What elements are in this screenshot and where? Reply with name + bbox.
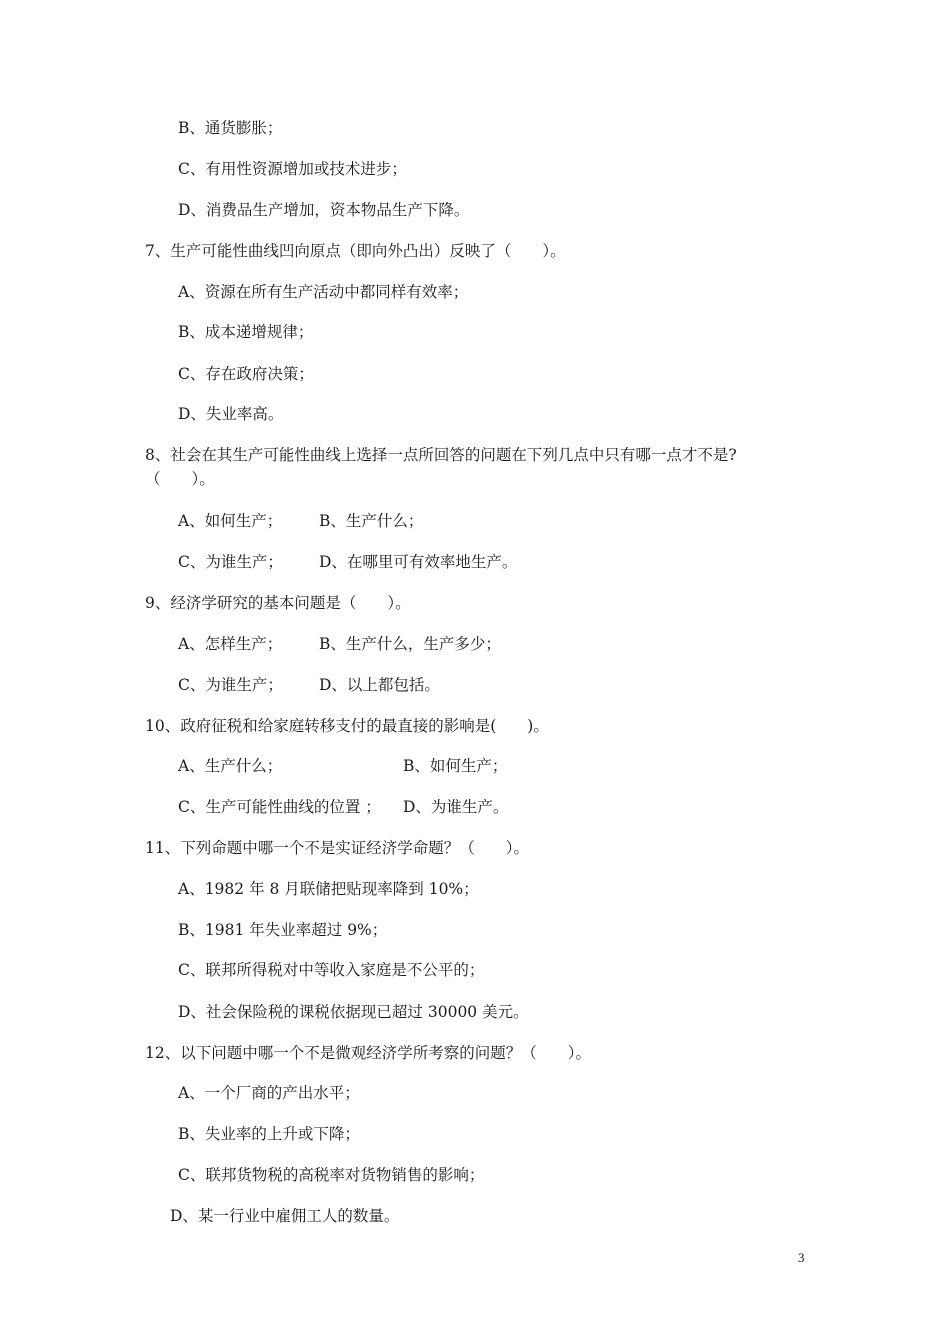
q9-option-d: D、以上都包括。 <box>319 676 440 694</box>
q8-option-c: C、为谁生产； <box>178 553 283 571</box>
q11-option-d: D、社会保险税的课税依据现已超过 30000 美元。 <box>178 1003 529 1021</box>
q7-option-a: A、资源在所有生产活动中都同样有效率； <box>178 283 469 301</box>
q9-option-b: B、生产什么，生产多少； <box>319 635 501 653</box>
page-number: 3 <box>798 1250 805 1265</box>
q10-option-d: D、为谁生产。 <box>403 798 509 816</box>
q6-option-c: C、有用性资源增加或技术进步； <box>178 160 407 178</box>
q11-stem: 11、下列命题中哪一个不是实证经济学命题？（ ）。 <box>145 839 529 857</box>
q7-option-b: B、成本递增规律； <box>178 323 314 341</box>
q11-option-a: A、1982 年 8 月联储把贴现率降到 10%； <box>178 880 479 898</box>
q8-stem-line2: （ ）。 <box>145 470 215 488</box>
q11-option-c: C、联邦所得税对中等收入家庭是不公平的； <box>178 961 485 979</box>
q7-option-d: D、失业率高。 <box>178 405 284 423</box>
q7-option-c: C、存在政府决策； <box>178 365 314 383</box>
q9-stem: 9、经济学研究的基本问题是（ ）。 <box>145 594 411 612</box>
q10-option-c: C、生产可能性曲线的位置 ； <box>178 798 381 816</box>
q12-option-b: B、失业率的上升或下降； <box>178 1125 360 1143</box>
q6-option-d: D、消费品生产增加，资本物品生产下降。 <box>178 201 470 219</box>
q6-option-b: B、通货膨胀； <box>178 119 283 137</box>
q8-stem-line1: 8、社会在其生产可能性曲线上选择一点所回答的问题在下列几点中只有哪一点才不是? <box>145 446 737 464</box>
q12-option-c: C、联邦货物税的高税率对货物销售的影响； <box>178 1166 485 1184</box>
q12-option-a: A、一个厂商的产出水平； <box>178 1084 360 1102</box>
q12-stem: 12、以下问题中哪一个不是微观经济学所考察的问题？（ ）。 <box>145 1044 591 1062</box>
q8-option-d: D、在哪里可有效率地生产。 <box>319 553 518 571</box>
q8-option-b: B、生产什么； <box>319 512 424 530</box>
q9-option-c: C、为谁生产； <box>178 676 283 694</box>
q12-option-d: D、某一行业中雇佣工人的数量。 <box>170 1207 400 1225</box>
q9-option-a: A、怎样生产； <box>178 635 283 653</box>
q10-stem: 10、政府征税和给家庭转移支付的最直接的影响是( )。 <box>145 717 549 735</box>
q8-option-a: A、如何生产； <box>178 512 283 530</box>
q10-option-b: B、如何生产； <box>403 757 508 775</box>
q7-stem: 7、生产可能性曲线凹向原点（即向外凸出）反映了（ ）。 <box>145 242 566 260</box>
q11-option-b: B、1981 年失业率超过 9%； <box>178 921 388 939</box>
q10-option-a: A、生产什么； <box>178 757 283 775</box>
